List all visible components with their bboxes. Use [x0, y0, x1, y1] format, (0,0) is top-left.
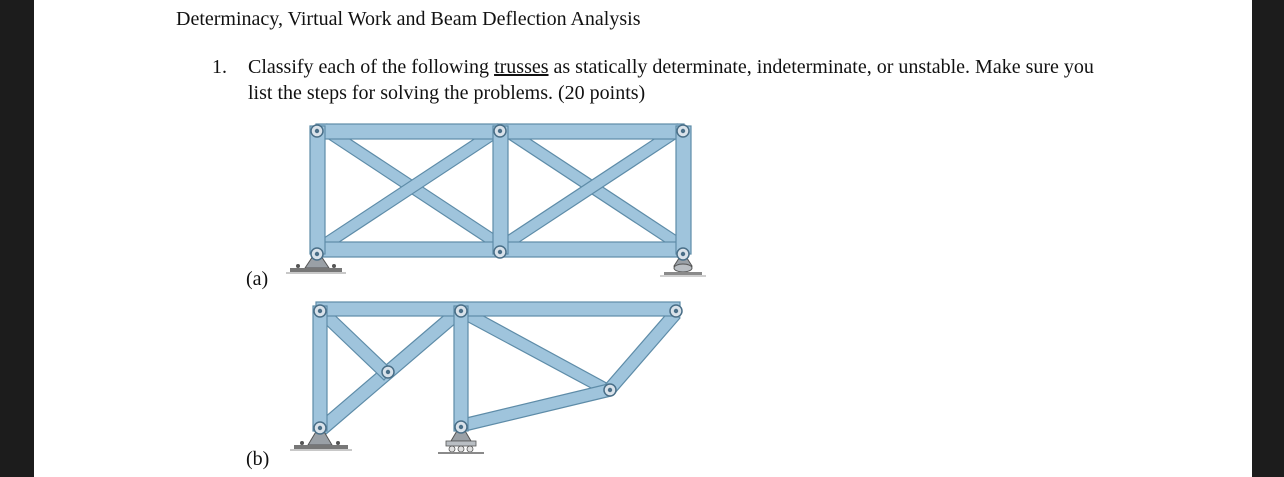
document-page	[34, 0, 1252, 477]
truss-b	[313, 302, 680, 434]
question-underlined-word: trusses	[494, 56, 549, 78]
question-text-before: Classify each of the following	[248, 56, 495, 78]
truss-a-member	[493, 126, 508, 254]
question-number: 1.	[212, 56, 227, 78]
truss-b-member	[316, 302, 680, 316]
page-title: Determinacy, Virtual Work and Beam Deflection Analysis	[176, 8, 641, 30]
truss-b-member	[458, 384, 611, 432]
figure-b-label: (b)	[246, 448, 270, 470]
truss-b-member	[454, 306, 468, 431]
truss-b-member	[459, 306, 612, 396]
truss-b-member	[313, 306, 327, 431]
truss-a	[310, 124, 691, 257]
truss-b-member	[604, 310, 680, 394]
figure-a-label: (a)	[246, 268, 269, 290]
truss-a-member	[310, 126, 325, 254]
truss-b-member	[317, 306, 392, 380]
question-text-after: as statically determinate, indeterminate, or unstable. Make sure you list the steps for solving the problems. (20 points)	[248, 56, 1094, 104]
truss-a-member	[676, 126, 691, 254]
truss-figures	[34, 0, 1252, 477]
truss-b-pin-support	[290, 422, 352, 451]
